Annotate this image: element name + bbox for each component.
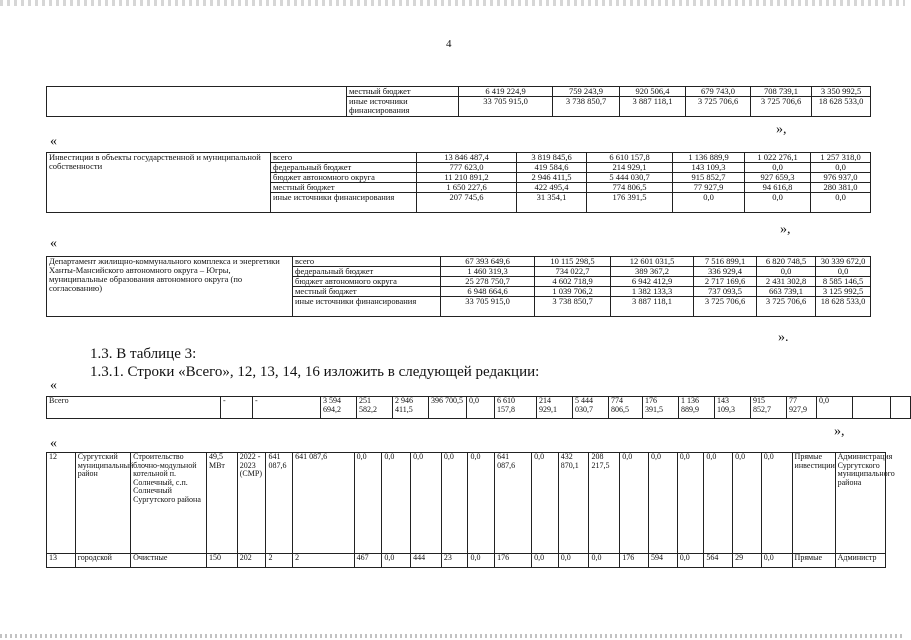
- table-cell: 3 725 706,6: [694, 297, 757, 317]
- table-cell: 0,0: [761, 554, 792, 568]
- table-cell: 1 460 319,3: [441, 267, 535, 277]
- table-cell: 176: [495, 554, 532, 568]
- table-cell: Прямые инвестиции: [792, 453, 835, 554]
- investments-table: [46, 152, 871, 213]
- table-cell: 6 610 157,8: [587, 153, 673, 163]
- table-cell: 251 582,2: [357, 397, 393, 419]
- row-label: иные источники финансирования: [293, 297, 441, 317]
- table-cell: 663 739,1: [757, 287, 816, 297]
- section-subheading: 1.3.1. Строки «Всего», 12, 13, 14, 16 изложить в следующей редакции:: [90, 364, 540, 380]
- table-cell: 6 942 412,9: [611, 277, 694, 287]
- table-cell: 67 393 649,6: [441, 257, 535, 267]
- table-cell: 0,0: [620, 453, 649, 554]
- table-cell: 2 717 169,6: [694, 277, 757, 287]
- table-cell: 0,0: [354, 453, 382, 554]
- table-cell: 214 929,1: [537, 397, 573, 419]
- table-cell: 6 820 748,5: [757, 257, 816, 267]
- department-table: [46, 256, 871, 317]
- quote-close-period: ».: [778, 330, 789, 345]
- row-label: бюджет автономного округа: [271, 173, 417, 183]
- table-cell: 3 725 706,6: [686, 97, 751, 117]
- table-cell: 29: [733, 554, 762, 568]
- table-cell: 915 852,7: [673, 173, 745, 183]
- quote-close: »,: [776, 122, 787, 137]
- quote-close: »,: [834, 424, 845, 439]
- table-cell: 77 927,9: [787, 397, 817, 419]
- table-cell: 4 602 718,9: [535, 277, 611, 287]
- table-cell: 1 039 706,2: [535, 287, 611, 297]
- table-cell: 0,0: [745, 163, 811, 173]
- table-cell: 1 136 889,9: [673, 153, 745, 163]
- table-cell: 2: [293, 554, 355, 568]
- table-cell: 0,0: [704, 453, 733, 554]
- table-cell: 3 594 694,2: [321, 397, 357, 419]
- page-number: 4: [446, 38, 452, 50]
- table-cell: Строительство блочно-модульной котельной п. Солнечный, с.п. Солнечный Сургутского района: [131, 453, 207, 554]
- table-cell: 432 870,1: [558, 453, 589, 554]
- row-label: местный бюджет: [271, 183, 417, 193]
- table-cell: 0,0: [745, 193, 811, 213]
- table-cell: 176: [620, 554, 649, 568]
- row-label: иные источники финансирования: [271, 193, 417, 213]
- table-cell: 1 650 227,6: [417, 183, 517, 193]
- table-cell: 737 093,5: [694, 287, 757, 297]
- table-cell: 2 946 411,5: [517, 173, 587, 183]
- table-cell: 774 806,5: [609, 397, 643, 419]
- table-cell: [853, 397, 891, 419]
- table-cell: 0,0: [816, 267, 871, 277]
- scan-edge-top: [0, 0, 905, 6]
- table-cell: 77 927,9: [673, 183, 745, 193]
- table-cell: 0,0: [558, 554, 589, 568]
- table-cell: 759 243,9: [553, 87, 620, 97]
- table-cell: 0,0: [382, 453, 411, 554]
- table-cell: 12 601 031,5: [611, 257, 694, 267]
- table-cell: 467: [354, 554, 382, 568]
- table-cell: 0,0: [761, 453, 792, 554]
- table-cell: Очистные: [131, 554, 207, 568]
- table-cell: 207 745,6: [417, 193, 517, 213]
- department-title: Департамент жилищно-коммунального комплекса и энергетики Ханты-Мансийского автономного округа – Югры, муниципальные образования автономного округа (по согласованию): [47, 257, 293, 317]
- table-cell: 0,0: [589, 554, 620, 568]
- table-cell: 419 584,6: [517, 163, 587, 173]
- table-cell: [891, 397, 911, 419]
- table-cell: 3 738 850,7: [535, 297, 611, 317]
- table-cell: 444: [411, 554, 442, 568]
- table-cell: 1 136 889,9: [679, 397, 715, 419]
- table-cell: 18 628 533,0: [816, 297, 871, 317]
- table-cell: 12: [47, 453, 76, 554]
- table-cell: 2022 - 2023 (СМР): [237, 453, 266, 554]
- table-cell: Администр: [835, 554, 885, 568]
- row-label: всего: [271, 153, 417, 163]
- table-cell: 3 125 992,5: [816, 287, 871, 297]
- top-table: [46, 86, 871, 117]
- table-cell: 202: [237, 554, 266, 568]
- table-cell: Прямые: [792, 554, 835, 568]
- table-cell: 176 391,5: [587, 193, 673, 213]
- table-cell: 33 705 915,0: [459, 97, 553, 117]
- table-cell: 10 115 298,5: [535, 257, 611, 267]
- quote-close: »,: [780, 222, 791, 237]
- table-cell: 0,0: [817, 397, 853, 419]
- row-label: бюджет автономного округа: [293, 277, 441, 287]
- table-cell: 336 929,4: [694, 267, 757, 277]
- table-cell: 0,0: [648, 453, 677, 554]
- table-cell: 280 381,0: [811, 183, 871, 193]
- table-cell: 1 257 318,0: [811, 153, 871, 163]
- row-label: местный бюджет: [293, 287, 441, 297]
- table-cell: 777 623,0: [417, 163, 517, 173]
- table-cell: 3 725 706,6: [751, 97, 812, 117]
- table-cell: 2: [266, 554, 293, 568]
- table-cell: 5 444 030,7: [573, 397, 609, 419]
- table-cell: 641 087,6: [266, 453, 293, 554]
- table-cell: 0,0: [441, 453, 468, 554]
- table-cell: 0,0: [677, 554, 704, 568]
- table-cell: 0,0: [468, 554, 495, 568]
- table-cell: 13: [47, 554, 76, 568]
- table-cell: 976 937,0: [811, 173, 871, 183]
- table-cell: 915 852,7: [751, 397, 787, 419]
- table-cell: городской: [75, 554, 130, 568]
- rows-12-13-table: [46, 452, 895, 568]
- table-cell: 0,0: [677, 453, 704, 554]
- row-label: местный бюджет: [347, 87, 459, 97]
- table-cell: 564: [704, 554, 733, 568]
- table-cell: 389 367,2: [611, 267, 694, 277]
- table-cell: 11 210 891,2: [417, 173, 517, 183]
- table-cell: 0,0: [532, 554, 559, 568]
- table-cell: 1 022 276,1: [745, 153, 811, 163]
- table-cell: 0,0: [411, 453, 442, 554]
- table-cell: 0,0: [757, 267, 816, 277]
- total-row-table: [46, 396, 911, 419]
- table-cell: 3 350 992,5: [812, 87, 871, 97]
- row-label: иные источники финансирования: [347, 97, 459, 117]
- table-cell: 2 946 411,5: [393, 397, 429, 419]
- table-cell: 0,0: [467, 397, 495, 419]
- table-cell: 2 431 302,8: [757, 277, 816, 287]
- table-cell: 176 391,5: [643, 397, 679, 419]
- table-cell: 3 725 706,6: [757, 297, 816, 317]
- quote-open: «: [50, 236, 57, 251]
- table-cell: 0,0: [382, 554, 411, 568]
- quote-open: «: [50, 134, 57, 149]
- table-cell: 18 628 533,0: [812, 97, 871, 117]
- table-cell: 3 887 118,1: [620, 97, 686, 117]
- table-cell: 214 929,1: [587, 163, 673, 173]
- quote-open: «: [50, 436, 57, 451]
- table-cell: 920 506,4: [620, 87, 686, 97]
- investments-title: Инвестиции в объекты государственной и муниципальной собственности: [47, 153, 271, 213]
- table-cell: 641 087,6: [293, 453, 355, 554]
- table-cell: 208 217,5: [589, 453, 620, 554]
- section-heading: 1.3. В таблице 3:: [90, 346, 197, 362]
- table-cell: 0,0: [811, 163, 871, 173]
- table-cell: -: [253, 397, 321, 419]
- table-cell: Администрация Сургутского муниципального района: [835, 453, 885, 554]
- table-cell: 927 659,3: [745, 173, 811, 183]
- table-cell: 25 278 750,7: [441, 277, 535, 287]
- table-cell: 0,0: [468, 453, 495, 554]
- table-cell: 3 819 845,6: [517, 153, 587, 163]
- table-cell: 594: [648, 554, 677, 568]
- table-cell: 0,0: [673, 193, 745, 213]
- table-cell: 94 616,8: [745, 183, 811, 193]
- table-cell: 23: [441, 554, 468, 568]
- table-cell: 143 109,3: [715, 397, 751, 419]
- table-cell: 6 419 224,9: [459, 87, 553, 97]
- table-cell: 143 109,3: [673, 163, 745, 173]
- row-label: федеральный бюджет: [271, 163, 417, 173]
- table-cell: 1 382 133,3: [611, 287, 694, 297]
- row-label: федеральный бюджет: [293, 267, 441, 277]
- table-cell: 6 610 157,8: [495, 397, 537, 419]
- table-cell: 0,0: [532, 453, 559, 554]
- table-cell: 49,5 МВт: [206, 453, 237, 554]
- table-cell: 6 948 664,6: [441, 287, 535, 297]
- quote-open: «: [50, 378, 57, 393]
- table-cell: 7 516 899,1: [694, 257, 757, 267]
- scan-edge-bottom: [0, 634, 905, 638]
- table-cell: 422 495,4: [517, 183, 587, 193]
- table-cell: 8 585 146,5: [816, 277, 871, 287]
- table-cell: 396 700,5: [429, 397, 467, 419]
- table-cell: 3 738 850,7: [553, 97, 620, 117]
- table-cell: 5 444 030,7: [587, 173, 673, 183]
- table-cell: 30 339 672,0: [816, 257, 871, 267]
- table-cell: 641 087,6: [495, 453, 532, 554]
- table-cell: 3 887 118,1: [611, 297, 694, 317]
- table-cell: 13 846 487,4: [417, 153, 517, 163]
- top-table-empty-cell: [47, 87, 347, 117]
- table-cell: 31 354,1: [517, 193, 587, 213]
- table-cell: 0,0: [811, 193, 871, 213]
- table-cell: 33 705 915,0: [441, 297, 535, 317]
- table-cell: 0,0: [733, 453, 762, 554]
- table-cell: 734 022,7: [535, 267, 611, 277]
- table-cell: Сургутский муниципальный район: [75, 453, 130, 554]
- total-row-label: Всего: [47, 397, 221, 419]
- table-cell: 774 806,5: [587, 183, 673, 193]
- table-cell: 679 743,0: [686, 87, 751, 97]
- table-cell: 708 739,1: [751, 87, 812, 97]
- row-label: всего: [293, 257, 441, 267]
- table-cell: 150: [206, 554, 237, 568]
- table-cell: -: [221, 397, 253, 419]
